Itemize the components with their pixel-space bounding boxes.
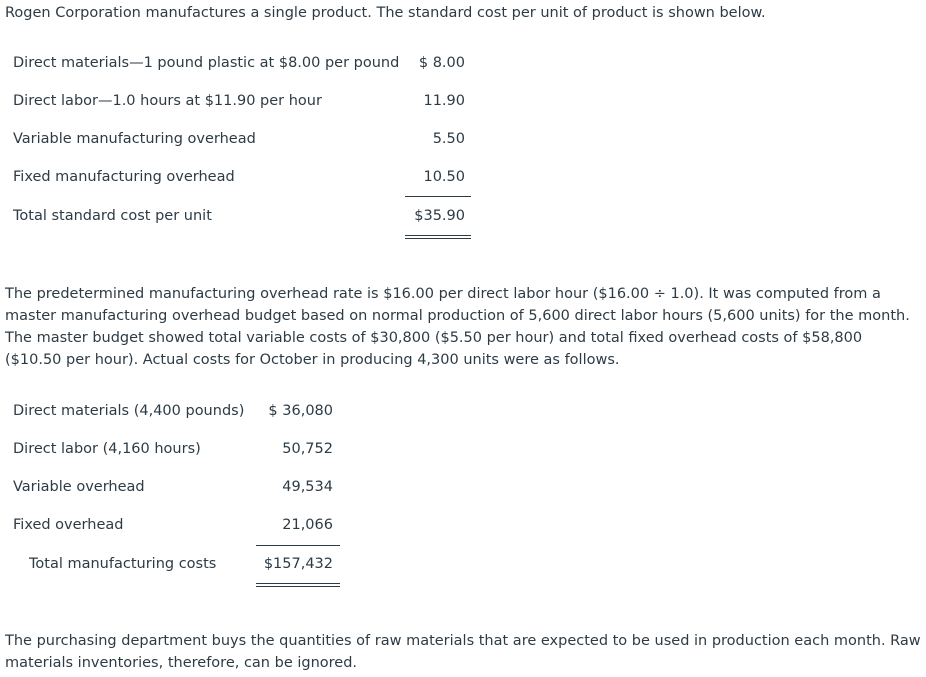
row-value: 21,066 [282, 517, 333, 533]
row-label: Variable manufacturing overhead [13, 131, 256, 147]
row-value: $ 36,080 [268, 403, 333, 419]
row-value: 50,752 [282, 441, 333, 457]
purchasing-paragraph: The purchasing department buys the quantities of raw materials that are expected to be used in production each month. Raw materials inventories, therefore, can be ignored. [5, 633, 921, 671]
row-label: Fixed manufacturing overhead [13, 169, 235, 185]
total-value: $157,432 [263, 556, 333, 572]
row-value: 11.90 [423, 93, 465, 109]
row-label: Direct labor (4,160 hours) [13, 441, 201, 457]
row-label: Direct materials—1 pound plastic at $8.00 per pound [13, 55, 400, 71]
total-value: $35.90 [414, 208, 465, 224]
total-double-rule [405, 235, 471, 239]
total-label: Total manufacturing costs [29, 556, 217, 572]
subtotal-rule [256, 545, 340, 546]
row-value: 5.50 [432, 131, 465, 147]
row-label: Fixed overhead [13, 517, 124, 533]
row-label: Direct materials (4,400 pounds) [13, 403, 245, 419]
row-value: $ 8.00 [418, 55, 465, 71]
total-double-rule [256, 583, 340, 587]
subtotal-rule [405, 196, 471, 197]
row-label: Variable overhead [13, 479, 145, 495]
row-label: Direct labor—1.0 hours at $11.90 per hour [13, 93, 322, 109]
row-value: 10.50 [423, 169, 465, 185]
overhead-rate-paragraph: The predetermined manufacturing overhead rate is $16.00 per direct labor hour ($16.00 ÷ 1.0). It was computed from a master manufacturing overhead budget based on normal production of 5,600 direct labor hours (5,600 units) for the month. The master budget showed total variable costs of $30,800 ($5.50 per hour) and total fixed overhead costs of $58,800 ($10.50 per hour). Actual costs for October in producing 4,300 units were as follows. [5, 286, 910, 368]
intro-text: Rogen Corporation manufactures a single product. The standard cost per unit of product is shown below. [5, 5, 766, 21]
row-value: 49,534 [282, 479, 333, 495]
total-label: Total standard cost per unit [13, 208, 212, 224]
